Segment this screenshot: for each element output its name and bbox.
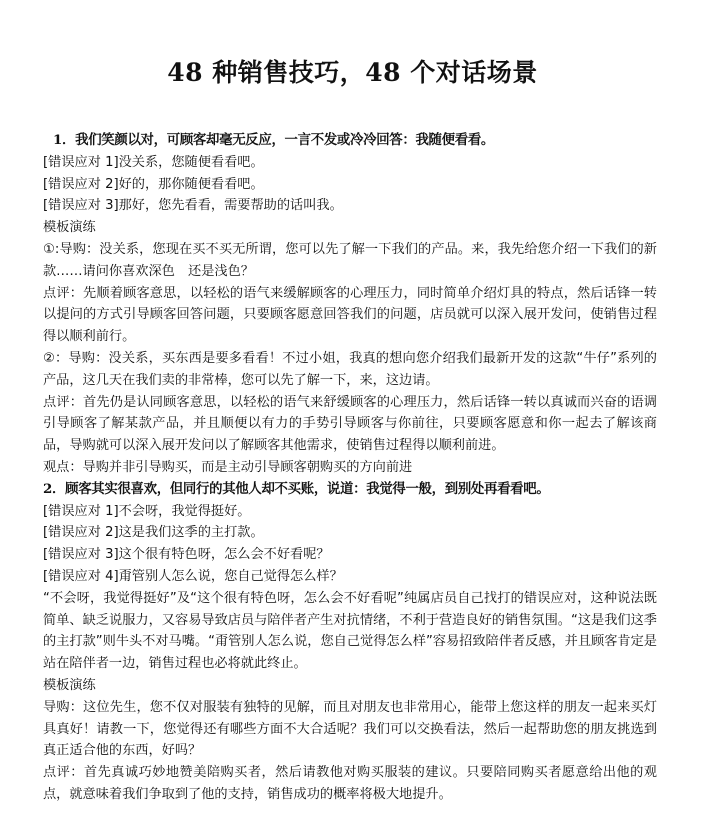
comment-1a: 点评：先顺着顾客意思，以轻松的语气来缓解顾客的心理压力，同时简单介绍灯具的特点，然后话锋一转以提问的方式引导顾客回答问题，只要顾客愿意回答我们的问题，店员就可以深入展开发问，使销售过程得以顺利前行。 — [43, 285, 657, 345]
viewpoint-1: 观点：导购并非引导购买，而是主动引导顾客朝购买的方向前进 — [43, 459, 413, 475]
document-body — [43, 130, 657, 806]
question-heading-1: 1．我们笑颜以对，可顾客却毫无反应，一言不发或冷冷回答：我随便看看。 — [53, 132, 495, 148]
template-script-1b: ②：导购：没关系，买东西是要多看看！不过小姐，我真的想向您介绍我们最新开发的这款“牛仔”系列的产品，这几天在我们卖的非常棒，您可以先了解一下，来，这边请。 — [43, 350, 657, 388]
analysis-2: “不会呀，我觉得挺好”及“这个很有特色呀，怎么会不好看呢”纯属店员自己找打的错误应对，这种说法既简单、缺乏说服力，又容易导致店员与陪伴者产生对抗情绪，不利于营造良好的销售氛围。“这是我们这季的主打款”则牛头不对马嘴。“甭管别人怎么说，您自己觉得怎么样”容易招致陪伴者反感，并且顾客肯定是站在陪伴者一边，销售过程也必将就此终止。 — [43, 590, 657, 672]
wrong-answer-2-4: [错误应对 4]甭管别人怎么说，您自己觉得怎么样？ — [43, 568, 343, 584]
wrong-answer-2-1: [错误应对 1]不会呀，我觉得挺好。 — [43, 503, 251, 519]
wrong-answer-1-2: [错误应对 2]好的，那你随便看看吧。 — [43, 176, 264, 192]
template-drill-label-1: 模板演练 — [43, 220, 96, 236]
wrong-answer-2-3: [错误应对 3]这个很有特色呀，怎么会不好看呢？ — [43, 547, 330, 563]
document-title: 48 种销售技巧，48 个对话场景 — [167, 58, 538, 87]
template-drill-label-2: 模板演练 — [43, 677, 96, 693]
wrong-answer-2-2: [错误应对 2]这是我们这季的主打款。 — [43, 525, 264, 541]
comment-1b: 点评：首先仍是认同顾客意思，以轻松的语气来舒缓顾客的心理压力，然后话锋一转以真诚而兴奋的语调引导顾客了解某款产品，并且顺便以有力的手势引导顾客与你前往，只要顾客愿意和你一起去了解该商品，导购就可以深入展开发问以了解顾客其他需求，使销售过程得以顺利前进。 — [43, 394, 657, 454]
question-heading-2: 2．顾客其实很喜欢，但同行的其他人却不买账，说道：我觉得一般，到别处再看看吧。 — [43, 480, 550, 497]
comment-2: 点评：首先真诚巧妙地赞美陪购买者，然后请教他对购买服装的建议。只要陪同购买者愿意给出他的观点，就意味着我们争取到了他的支持，销售成功的概率将极大地提升。 — [43, 765, 657, 802]
wrong-answer-1-1: [错误应对 1]没关系，您随便看看吧。 — [43, 154, 264, 170]
template-script-1a: ①:导购：没关系，您现在买不买无所谓，您可以先了解一下我们的产品。来，我先给您介绍一下我们的新款……请问你喜欢深色 还是浅色？ — [43, 241, 657, 279]
template-script-2: 导购：这位先生，您不仅对服装有独特的见解，而且对朋友也非常用心，能带上您这样的朋友一起来买灯具真好！请教一下，您觉得还有哪些方面不大合适呢？我们可以交换看法，然后一起帮助您的朋友挑选到真正适合他的东西，好吗？ — [43, 699, 657, 759]
wrong-answer-1-3: [错误应对 3]那好，您先看看，需要帮助的话叫我。 — [43, 198, 343, 214]
